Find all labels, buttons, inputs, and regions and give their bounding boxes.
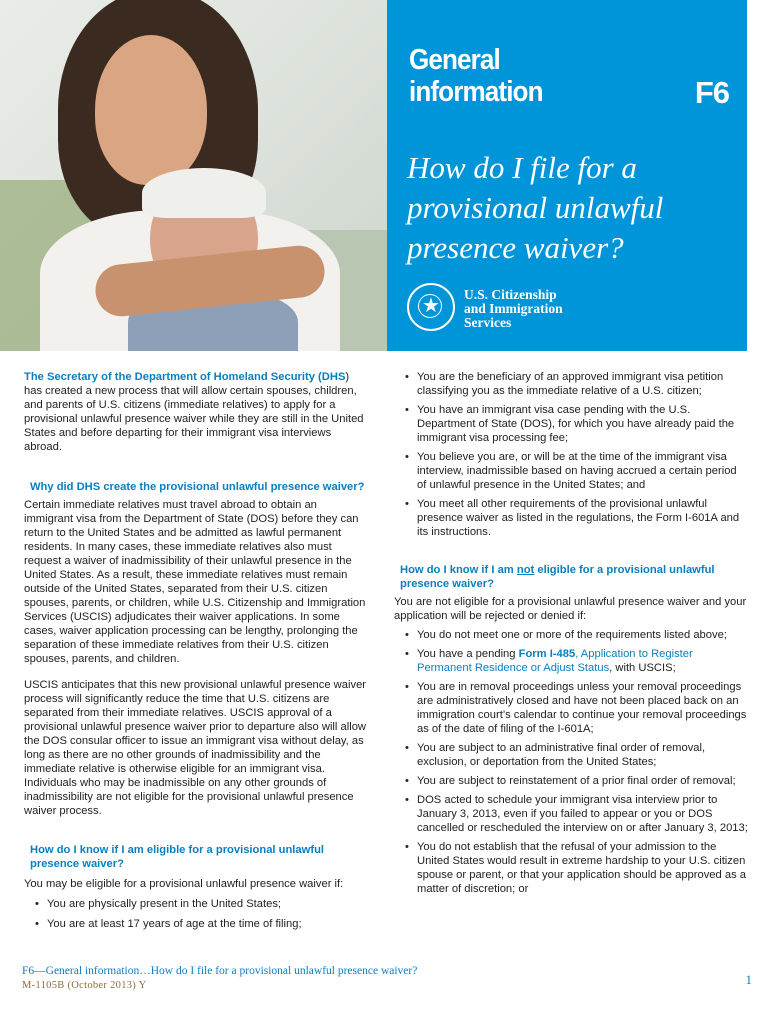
right-column (394, 370, 748, 896)
list-item: • You do not establish that the refusal of your admission to the United States would result in extreme hardship to your U.S. citizen spouse or parent, or that your application should be approved as a matter of discretion; or (405, 841, 747, 895)
form-code: F6 (694, 75, 729, 110)
list-item: • You are subject to an administrative final order of removal, exclusion, or deportation from the United States; (405, 742, 706, 768)
eligible-intro: You may be eligible for a provisional unlawful presence waiver if: (24, 878, 344, 890)
why-heading: Why did DHS create the provisional unlawful presence waiver? (30, 481, 365, 493)
left-column (24, 370, 368, 931)
not-eligible-heading: How do I know if I am not eligible for a provisional unlawful presence waiver? (400, 564, 715, 590)
list-item: • You meet all other requirements of the provisional unlawful presence waiver as listed in the regulations, the Form I-601A and its instructions. (405, 498, 740, 538)
header-panel (387, 0, 747, 351)
eligible-heading: How do I know if I am eligible for a provisional unlawful presence waiver? (30, 844, 325, 870)
list-item: • You are subject to reinstatement of a prior final order of removal; (405, 775, 736, 787)
page-title: How do I file for a provisional unlawful presence waiver? (407, 150, 664, 265)
why-paragraph-1: Certain immediate relatives must travel abroad to obtain an immigrant visa from the Department of State (DOS) before they can return to the United States and be admitted as lawful permanent residents. In many cases, these immediate relatives also must request a waiver of inadmissibility of their unlawful presence in the United States. As a result, these immediate relatives must remain outside of the United States, separated from their U.S. citizen spouses, parents, or children, while U.S. Citizenship and Immigration Services (USCIS) adjudicates their waiver applications. In some cases, waiver application processing can be lengthy, prolonging the separation of these immediate relatives from their U.S. citizen spouses, parents, and children. (24, 499, 366, 665)
footer-title: F6—General information…How do I file for a provisional unlawful presence waiver? (22, 965, 418, 977)
list-item: • You are at least 17 years of age at the time of filing; (35, 918, 302, 930)
why-paragraph-2: USCIS anticipates that this new provisional unlawful presence waiver process will significantly reduce the time that U.S. citizens are separated from their immediate relatives. USCIS approval of a provisional unlawful presence waiver prior to departure also will allow the DOS consular officer to issue an immigrant visa without delay, as long as there are no other grounds of inadmissibility and the immediate relative is otherwise eligible for an immigrant visa. Individuals who may be inadmissible on any other grounds of inadmissibility are not eligible for the provisional unlawful presence waiver process. (24, 679, 367, 817)
page-number: 1 (745, 972, 752, 987)
form-i485-title-link[interactable]: , Application to Register Permanent Residence or Adjust Status (417, 648, 693, 674)
list-item: • You do not meet one or more of the requirements listed above; (405, 629, 727, 641)
page-footer (22, 964, 752, 993)
section-label: General information (409, 44, 543, 108)
form-number: M-1105B (October 2013) Y (22, 980, 147, 991)
list-item: • You are the beneficiary of an approved immigrant visa petition classifying you as the immediate relative of a U.S. citizen; (405, 371, 724, 397)
not-eligible-intro: You are not eligible for a provisional unlawful presence waiver and your application will be rejected or denied if: (394, 596, 747, 622)
list-item: • You believe you are, or will be at the time of the immigrant visa interview, inadmissible based on having accrued a certain period of unlawful presence in the United States; and (405, 451, 737, 491)
agency-name: U.S. Citizenship and Immigration Services (464, 287, 563, 330)
form-i485-link[interactable]: Form I-485 (518, 648, 576, 660)
list-item: • You are in removal proceedings unless your removal proceedings are administratively closed and have not been placed back on an immigration court’s calendar to continue your removal proceedings as of the date of filing of the I-601A; (405, 681, 747, 735)
list-item: • You have a pending Form I-485, Application to Register Permanent Residence or Adjust Status, with USCIS; (405, 648, 693, 674)
list-item: • You are physically present in the United States; (35, 898, 282, 910)
dhs-seal-icon: ★ (407, 283, 455, 331)
intro-paragraph: The Secretary of the Department of Homeland Security (DHS) has created a new process that will allow certain spouses, children, and parents of U.S. citizens (immediate relatives) to apply for a provisional unlawful presence waiver while they are still in the United States and before departing for their immigrant visa interviews abroad. (24, 371, 364, 453)
list-item: • You have an immigrant visa case pending with the U.S. Department of State (DOS), for which you have already paid the immigrant visa processing fee; (405, 404, 735, 444)
cover-photo (0, 0, 387, 351)
list-item: • DOS acted to schedule your immigrant visa interview prior to January 3, 2013, even if you failed to appear or you or DOS cancelled or rescheduled the interview on or after January 3, 2013; (405, 794, 748, 834)
